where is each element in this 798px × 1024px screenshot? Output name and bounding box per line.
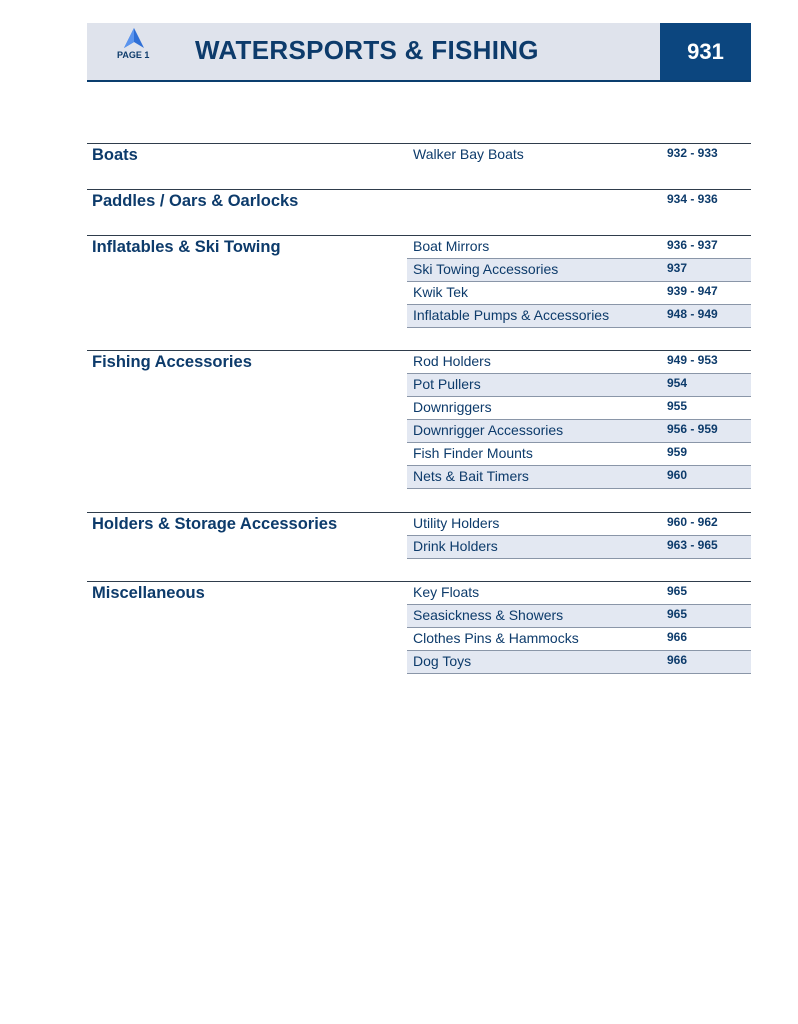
item-pages: 939 - 947	[667, 284, 718, 298]
item-pages: 934 - 936	[667, 192, 718, 206]
item-name: Nets & Bait Timers	[413, 468, 529, 484]
list-item[interactable]	[407, 236, 751, 259]
page-title: WATERSPORTS & FISHING	[195, 35, 539, 65]
item-name: Clothes Pins & Hammocks	[413, 630, 579, 646]
item-pages: 960 - 962	[667, 515, 718, 529]
item-name: Utility Holders	[413, 515, 500, 531]
list-item[interactable]	[407, 259, 751, 282]
list-item[interactable]	[407, 443, 751, 466]
item-pages: 963 - 965	[667, 538, 718, 552]
item-name: Drink Holders	[413, 538, 498, 554]
item-pages: 948 - 949	[667, 307, 718, 321]
list-item[interactable]	[407, 605, 751, 628]
item-pages: 966	[667, 653, 688, 667]
item-pages: 956 - 959	[667, 422, 718, 436]
section-title: Inflatables & Ski Towing	[92, 238, 281, 256]
item-pages: 949 - 953	[667, 353, 718, 367]
item-pages: 965	[667, 607, 688, 621]
item-pages: 960	[667, 468, 688, 482]
section-fishing-accessories	[87, 350, 751, 484]
section-title: Miscellaneous	[92, 584, 205, 602]
list-item[interactable]	[407, 651, 751, 674]
section-holders-storage	[87, 512, 751, 554]
list-item[interactable]	[407, 374, 751, 397]
list-item[interactable]	[407, 351, 751, 374]
item-name: Fish Finder Mounts	[413, 445, 533, 461]
list-item[interactable]	[407, 466, 751, 489]
item-name: Rod Holders	[413, 353, 491, 369]
list-item[interactable]	[407, 420, 751, 443]
item-pages: 965	[667, 584, 688, 598]
section-title: Fishing Accessories	[92, 353, 252, 371]
section-title: Holders & Storage Accessories	[92, 515, 338, 533]
item-name: Dog Toys	[413, 653, 472, 669]
page-1-link[interactable]	[107, 27, 157, 63]
list-item[interactable]	[407, 190, 751, 212]
item-name: Boat Mirrors	[413, 238, 490, 254]
list-item[interactable]	[407, 144, 751, 166]
list-item[interactable]	[407, 282, 751, 305]
section-inflatables	[87, 235, 751, 323]
page-header	[87, 23, 751, 82]
item-name: Pot Pullers	[413, 376, 481, 392]
item-name: Ski Towing Accessories	[413, 261, 559, 277]
item-name: Key Floats	[413, 584, 480, 600]
section-miscellaneous	[87, 581, 751, 669]
section-boats	[87, 143, 751, 164]
list-item[interactable]	[407, 513, 751, 536]
item-pages: 955	[667, 399, 688, 413]
item-name: Downriggers	[413, 399, 492, 415]
list-item[interactable]	[407, 305, 751, 328]
list-item[interactable]	[407, 536, 751, 559]
up-arrow-icon	[123, 27, 145, 49]
item-pages: 954	[667, 376, 688, 390]
section-title: Paddles / Oars & Oarlocks	[92, 192, 299, 210]
section-paddles	[87, 189, 751, 210]
section-title: Boats	[92, 146, 138, 164]
list-item[interactable]	[407, 397, 751, 420]
item-name: Downrigger Accessories	[413, 422, 564, 438]
page-number: 931	[660, 23, 751, 80]
item-name: Kwik Tek	[413, 284, 468, 300]
item-pages: 937	[667, 261, 688, 275]
page-link-label: PAGE 1	[117, 50, 150, 60]
list-item[interactable]	[407, 582, 751, 605]
item-pages: 959	[667, 445, 688, 459]
list-item[interactable]	[407, 628, 751, 651]
item-name: Inflatable Pumps & Accessories	[413, 307, 610, 323]
item-name: Seasickness & Showers	[413, 607, 564, 623]
item-pages: 966	[667, 630, 688, 644]
item-pages: 936 - 937	[667, 238, 718, 252]
item-pages: 932 - 933	[667, 146, 718, 160]
item-name: Walker Bay Boats	[413, 146, 524, 162]
